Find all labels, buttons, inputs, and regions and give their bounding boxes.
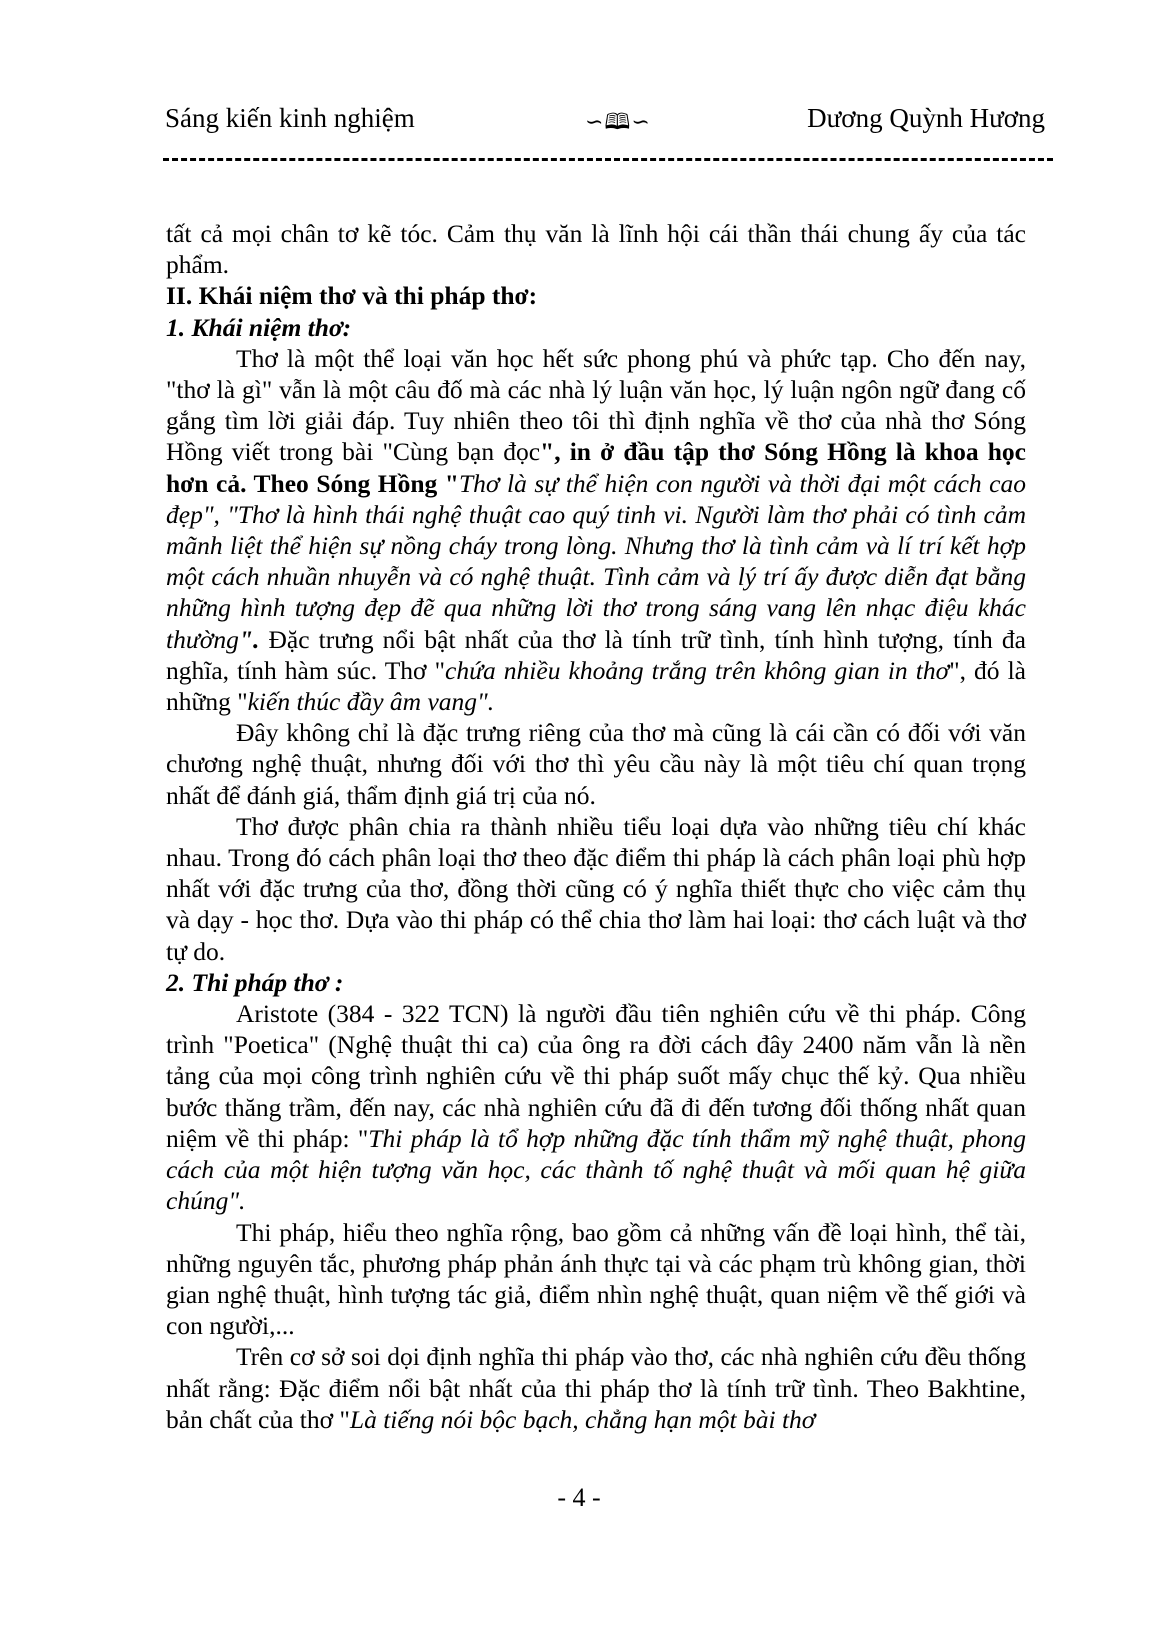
paragraph: tất cả mọi chân tơ kẽ tóc. Cảm thụ văn là lĩnh hội cái thần thái chung ấy của tác phẩm. <box>166 219 1026 280</box>
page-number: - 4 - <box>557 1483 601 1512</box>
text-run: ", đó là những " <box>166 655 1026 717</box>
text-run: Thi pháp là tổ hợp những đặc tính thẩm mỹ nghệ thuật, phong cách của một hiện tượng văn học, các thành tố nghệ thuật và mối quan hệ giữa chúng". <box>166 1123 1026 1216</box>
header-author: Dương Quỳnh Hương <box>807 103 1045 133</box>
text-run: Aristote (384 - 322 TCN) là người đầu tiên nghiên cứu về thi pháp. Công trình "Poetica" (Nghệ thuật thi ca) của ông ra đời cách đây 2400 năm vẫn là nền tảng của mọi công trình nghiên cứu về thi pháp suốt mấy chục thế kỷ. Qua nhiều bước thăng trầm, đến nay, các nhà nghiên cứu đã đi đến tương đối thống nhất quan niệm về thi pháp: " <box>166 999 1026 1153</box>
paragraph: Đây không chỉ là đặc trưng riêng của thơ mà cũng là cái cần có đối với văn chương nghệ thuật, nhưng đối với thơ thì yêu cầu này là một tiêu chí quan trọng nhất để đánh giá, thẩm định giá trị của nó. <box>166 718 1026 810</box>
subsection-heading: 1. Khái niệm thơ: <box>166 312 352 342</box>
header-divider <box>163 158 1053 164</box>
paragraph <box>166 1341 1026 1435</box>
text-run: Đặc trưng nổi bật nhất của thơ là tính trữ tình, tính hình tượng, tính đa nghĩa, tính hàm súc. Thơ " <box>166 624 1026 685</box>
text-run: Thơ là sự thể hiện con người và thời đại một cách cao đẹp", "Thơ là hình thái nghệ thuật cao quý tinh vi. Người làm thơ phải có tình cảm mãnh liệt thể hiện sự nồng cháy trong lòng. Nhưng thơ là tình cảm và lí trí kết hợp một cách nhuần nhuyễn và có nghệ thuật. Tình cảm và lý trí ấy được diễn đạt bằng những hình tượng đẹp đẽ qua những lời thơ trong sáng vang lên nhạc điệu khác thường <box>166 468 1027 654</box>
header-left-title: Sáng kiến kinh nghiệm <box>165 103 415 133</box>
page-body <box>166 218 1026 1435</box>
subsection-heading: 2. Thi pháp thơ : <box>166 967 344 997</box>
paragraph: Thi pháp, hiểu theo nghĩa rộng, bao gồm cả những vấn đề loại hình, thể tài, những nguyên tắc, phương pháp phản ánh thực tại và các phạm trù không gian, thời gian nghệ thuật, hình tượng tác giả, điểm nhìn nghệ thuật, quan niệm về thế giới và con người,... <box>166 1217 1026 1341</box>
text-run: kiến thúc đầy âm vang". <box>247 687 495 717</box>
text-run: Thơ là một thể loại văn học hết sức phong phú và phức tạp. Cho đến nay, "thơ là gì" vẫn là một câu đố mà các nhà lý luận văn học, lý luận ngôn ngữ đang cố gắng tìm lời giải đáp. Tuy nhiên theo tôi thì định nghĩa về thơ của nhà thơ Sóng Hồng viết trong bài "Cùng bạn đọc <box>166 343 1026 467</box>
text-run: ". <box>238 624 260 654</box>
book-ornament-icon: ∽🕮∽ <box>585 109 651 134</box>
text-run: Trên cơ sở soi dọi định nghĩa thi pháp vào thơ, các nhà nghiên cứu đều thống nhất rằng: Đặc điểm nổi bật nhất của thi pháp thơ là tính trữ tình. Theo Bakhtine, bản chất của thơ " <box>166 1342 1026 1434</box>
text-run: ", in ở đầu tập thơ Sóng Hồng là khoa học hơn cả. Theo Sóng Hồng " <box>166 437 1027 498</box>
section-heading: II. Khái niệm thơ và thi pháp thơ: <box>166 281 538 311</box>
paragraph: Thơ được phân chia ra thành nhiều tiểu loại dựa vào những tiêu chí khác nhau. Trong đó cách phân loại thơ theo đặc điểm thi pháp là cách phân loại phù hợp nhất với đặc trưng của thơ, đồng thời cũng có ý nghĩa thiết thực cho việc cảm thụ và dạy - học thơ. Dựa vào thi pháp có thể chia thơ làm hai loại: thơ cách luật và thơ tự do. <box>166 811 1026 966</box>
paragraph <box>166 343 1026 717</box>
text-run: chứa nhiều khoảng trắng trên không gian in thơ <box>445 655 950 685</box>
page-header <box>165 103 1045 143</box>
text-run: Là tiếng nói bộc bạch, chẳng hạn một bài thơ <box>349 1404 816 1434</box>
paragraph <box>166 998 1026 1216</box>
